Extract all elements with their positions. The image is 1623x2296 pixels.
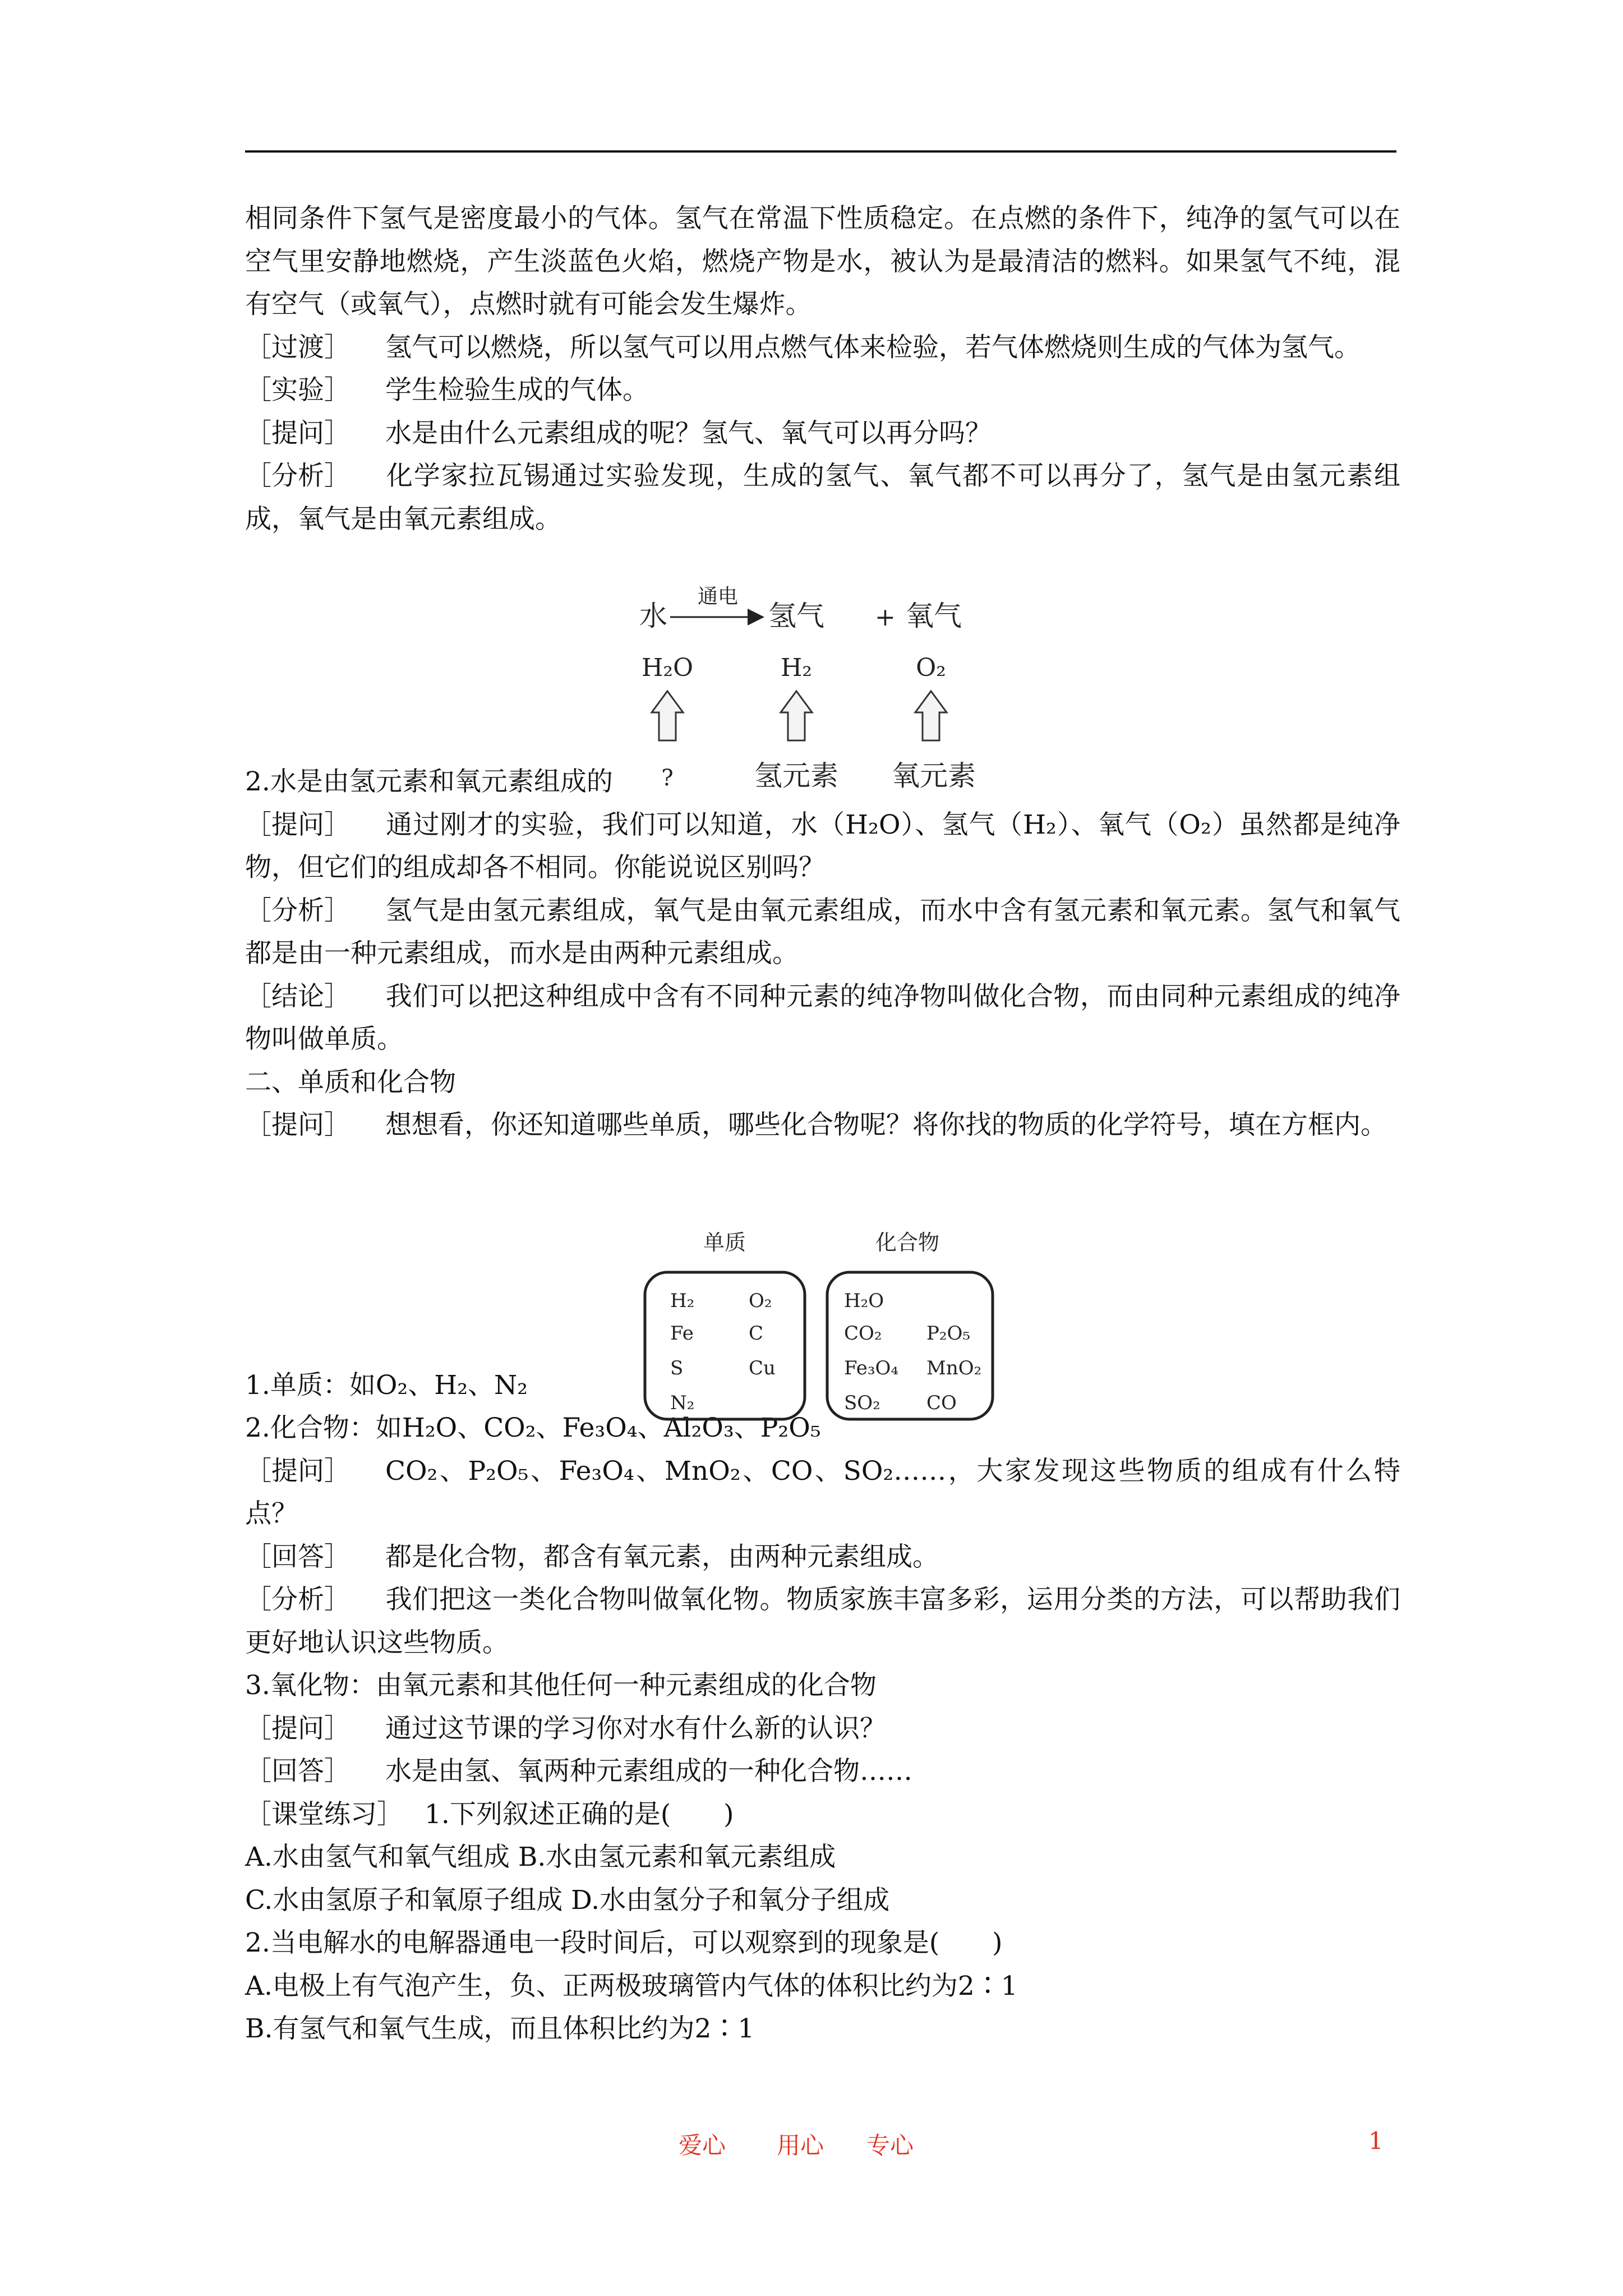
paragraph-exercise: ［课堂练习］ 1.下列叙述正确的是( ) [245, 1798, 734, 1830]
label-h-element: 氢元素 [754, 760, 838, 792]
exercise-1-options-ab: A.水由氢气和氧气组成 B.水由氢元素和氧元素组成 [245, 1842, 836, 1872]
exercise-2-option-b: B.有氢气和氧气生成，而且体积比约为2∶1 [245, 2013, 755, 2044]
document-body [245, 197, 1400, 2051]
item-oxides: 3.氧化物：由氧元素和其他任何一种元素组成的化合物 [245, 1670, 877, 1701]
up-arrow-hydrogen [781, 691, 812, 740]
label-hydrogen: 氢气 [768, 600, 824, 632]
paragraph-analysis-1: ［分析］ 化学家拉瓦锡通过实验发现，生成的氢气、氧气都不可以再分了，氢气是由氢元素组成，氧气是由氧元素组成。 [245, 461, 1400, 535]
up-arrow-oxygen [915, 691, 947, 740]
paragraph-question-2: ［提问］ 通过刚才的实验，我们可以知道，水（H₂O）、氢气（H₂）、氧气（O₂）虽然都是纯净物，但它们的组成却各不相同。你能说说区别吗？ [245, 809, 1400, 883]
paragraph-conclusion: ［结论］ 我们可以把这种组成中含有不同种元素的纯净物叫做化合物，而由同种元素组成的纯净物叫做单质。 [245, 981, 1400, 1055]
paragraph-question-4: ［提问］ CO₂、P₂O₅、Fe₃O₄、MnO₂、CO、SO₂……，大家发现这些物质的组成有什么特点？ [245, 1455, 1400, 1529]
label-unknown: ? [661, 765, 674, 791]
paragraph-1: 相同条件下氢气是密度最小的气体。氢气在常温下性质稳定。在点燃的条件下，纯净的氢气可以在空气里安静地燃烧，产生淡蓝色火焰，燃烧产物是水，被认为是最清洁的燃料。如果氢气不纯，混有空气（或氧气），点燃时就有可能会发生爆炸。 [245, 203, 1400, 320]
compound-p2o5: P₂O₅ [926, 1322, 971, 1345]
paragraph-question-5: ［提问］ 通过这节课的学习你对水有什么新的认识？ [245, 1713, 886, 1744]
footer-item-3: 专心 [866, 2132, 914, 2159]
element-fe: Fe [670, 1322, 694, 1345]
paragraph-transition: ［过渡］ 氢气可以燃烧，所以氢气可以用点燃气体来检验，若气体燃烧则生成的气体为氢气。 [245, 332, 1361, 363]
element-n2: N₂ [670, 1392, 695, 1414]
electrolysis-diagram [628, 583, 998, 797]
element-cu: Cu [749, 1357, 776, 1379]
section-1 [245, 197, 1400, 541]
title-compounds: 化合物 [875, 1230, 940, 1255]
title-elements: 单质 [703, 1230, 746, 1255]
compound-so2: SO₂ [844, 1392, 880, 1414]
item-compounds: 2.化合物：如H₂O、CO₂、Fe₃O₄、Al₂O₃、P₂O₅ [245, 1412, 821, 1443]
section-3 [245, 1364, 1400, 2051]
paragraph-question-1: ［提问］ 水是由什么元素组成的呢？氢气、氧气可以再分吗？ [245, 417, 992, 449]
section-2 [245, 761, 1400, 1147]
paragraph-answer-2: ［回答］ 水是由氢、氧两种元素组成的一种化合物…… [245, 1756, 912, 1787]
compound-co: CO [926, 1392, 957, 1414]
label-plus: + [875, 603, 896, 632]
heading-section-2: 二、单质和化合物 [245, 1066, 456, 1098]
exercise-1-options-cd: C.水由氢原子和氧原子组成 D.水由氢分子和氧分子组成 [245, 1884, 890, 1916]
exercise-2-question: 2.当电解水的电解器通电一段时间后，可以观察到的现象是( ) [245, 1927, 1003, 1958]
compound-mno2: MnO₂ [926, 1357, 982, 1379]
compound-h2o: H₂O [844, 1290, 884, 1312]
heading-water-composition: 2.水是由氢元素和氧元素组成的 [245, 766, 613, 797]
paragraph-question-3: ［提问］ 想想看，你还知道哪些单质，哪些化合物呢？将你找的物质的化学符号，填在方框内。 [245, 1110, 1387, 1140]
label-o-element: 氧元素 [892, 760, 976, 792]
formula-oxygen: O₂ [916, 654, 946, 682]
element-c: C [749, 1322, 764, 1345]
item-elements: 1.单质：如O₂、H₂、N₂ [245, 1369, 528, 1401]
paragraph-analysis-3: ［分析］ 我们把这一类化合物叫做氧化物。物质家族丰富多彩，运用分类的方法，可以帮助我们更好地认识这些物质。 [245, 1584, 1400, 1658]
compound-fe3o4: Fe₃O₄ [844, 1357, 898, 1379]
page-number: 1 [1368, 2127, 1384, 2155]
exercise-2-option-a: A.电极上有气泡产生，负、正两极玻璃管内气体的体积比约为2∶1 [245, 1970, 1018, 2001]
formula-water: H₂O [641, 654, 694, 682]
label-water: 水 [639, 600, 667, 632]
elements-box [645, 1272, 805, 1419]
label-oxygen: 氧气 [906, 600, 962, 632]
footer-item-2: 用心 [777, 2132, 824, 2159]
label-condition: 通电 [697, 585, 739, 608]
footer-item-1: 爱心 [679, 2132, 726, 2159]
element-h2: H₂ [670, 1290, 695, 1312]
paragraph-experiment: ［实验］ 学生检验生成的气体。 [245, 375, 649, 406]
compound-co2: CO₂ [844, 1322, 882, 1345]
paragraph-analysis-2: ［分析］ 氢气是由氢元素组成，氧气是由氧元素组成，而水中含有氢元素和氧元素。氢气和氧气都是由一种元素组成，而水是由两种元素组成。 [245, 895, 1400, 969]
substance-classification-diagram [639, 1217, 998, 1425]
paragraph-answer-1: ［回答］ 都是化合物，都含有氧元素，由两种元素组成。 [245, 1541, 939, 1572]
up-arrow-water [652, 691, 683, 740]
header-rule [245, 150, 1396, 153]
formula-hydrogen: H₂ [780, 654, 813, 682]
element-s: S [670, 1357, 684, 1379]
element-o2: O₂ [749, 1290, 772, 1312]
